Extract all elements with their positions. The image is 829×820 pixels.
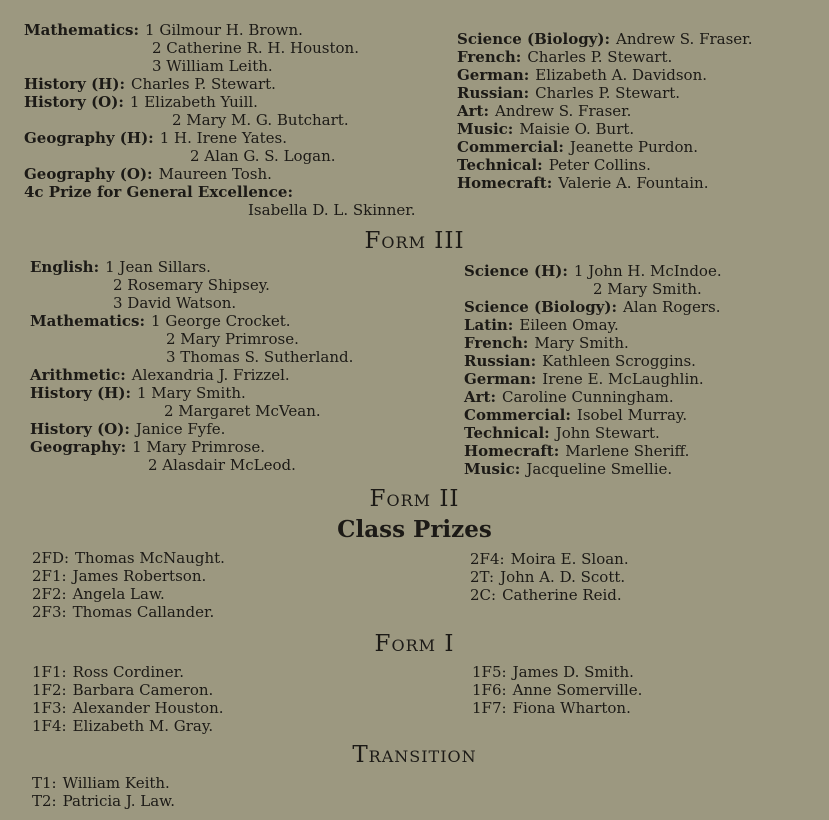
transition-column	[32, 774, 175, 810]
prize-entry: 2 Mary M. G. Butchart.	[172, 111, 349, 129]
prize-entry: Arithmetic: Alexandria J. Frizzel.	[30, 366, 290, 384]
prize-entry: Science (H): 1 John H. McIndoe.	[464, 262, 722, 280]
prize-entry: 2F2: Angela Law.	[32, 585, 165, 603]
form3-left-column	[30, 258, 353, 474]
class-prizes-heading: Class Prizes	[337, 516, 492, 543]
prize-entry: Russian: Kathleen Scroggins.	[464, 352, 696, 370]
prize-entry: 2 Margaret McVean.	[164, 402, 321, 420]
form4c-left-column	[24, 21, 416, 219]
prize-entry: Art: Andrew S. Fraser.	[457, 102, 632, 120]
prize-entry: T2: Patricia J. Law.	[32, 792, 175, 810]
prize-entry: Geography (O): Maureen Tosh.	[24, 165, 272, 183]
prize-entry: Homecraft: Marlene Sheriff.	[464, 442, 690, 460]
form1-right-column	[472, 663, 642, 717]
prize-entry: Mathematics: 1 Gilmour H. Brown.	[24, 21, 303, 39]
prize-entry: 2F3: Thomas Callander.	[32, 603, 215, 621]
prize-entry: Music: Maisie O. Burt.	[457, 120, 635, 138]
prize-entry: Geography: 1 Mary Primrose.	[30, 438, 265, 456]
prize-entry: English: 1 Jean Sillars.	[30, 258, 211, 276]
form3-right-column	[464, 262, 722, 478]
prize-entry: 2 Alan G. S. Logan.	[190, 147, 336, 165]
prize-entry: 1F4: Elizabeth M. Gray.	[32, 717, 214, 735]
prize-entry: Technical: Peter Collins.	[457, 156, 651, 174]
prize-entry: German: Irene E. McLaughlin.	[464, 370, 704, 388]
form2-right-column	[470, 550, 629, 604]
transition-heading: Transition	[352, 742, 477, 768]
prize-entry: 1F2: Barbara Cameron.	[32, 681, 214, 699]
prize-entry: 2FD: Thomas McNaught.	[32, 549, 225, 567]
prize-entry: 2 Alasdair McLeod.	[148, 456, 296, 474]
prize-entry: Latin: Eileen Omay.	[464, 316, 619, 334]
prize-entry: 2 Mary Primrose.	[166, 330, 299, 348]
prize-entry: German: Elizabeth A. Davidson.	[457, 66, 707, 84]
prize-entry: History (H): Charles P. Stewart.	[24, 75, 276, 93]
prize-entry: Geography (H): 1 H. Irene Yates.	[24, 129, 287, 147]
prize-entry: 2F4: Moira E. Sloan.	[470, 550, 629, 568]
form4c-right-column	[457, 30, 752, 192]
prize-entry: Music: Jacqueline Smellie.	[464, 460, 673, 478]
prize-entry: 2F1: James Robertson.	[32, 567, 207, 585]
prize-entry: 3 William Leith.	[152, 57, 273, 75]
prize-entry: 3 David Watson.	[113, 294, 237, 312]
prize-entry: History (H): 1 Mary Smith.	[30, 384, 246, 402]
prize-entry: French: Charles P. Stewart.	[457, 48, 673, 66]
prize-entry: History (O): 1 Elizabeth Yuill.	[24, 93, 258, 111]
prize-entry: 1F1: Ross Cordiner.	[32, 663, 184, 681]
prize-entry: 1F6: Anne Somerville.	[472, 681, 643, 699]
prize-entry: Science (Biology): Alan Rogers.	[464, 298, 721, 316]
prize-entry: Russian: Charles P. Stewart.	[457, 84, 681, 102]
general-excellence-label: 4c Prize for General Excellence:	[24, 183, 293, 201]
prize-entry: 3 Thomas S. Sutherland.	[166, 348, 354, 366]
prize-entry: 1F3: Alexander Houston.	[32, 699, 224, 717]
prize-entry: Technical: John Stewart.	[464, 424, 660, 442]
prize-entry: 1F7: Fiona Wharton.	[472, 699, 631, 717]
form2-heading: Form II	[369, 486, 460, 512]
general-excellence-winner: Isabella D. L. Skinner.	[248, 201, 416, 219]
prize-entry: Commercial: Isobel Murray.	[464, 406, 688, 424]
prize-entry: 2 Catherine R. H. Houston.	[152, 39, 359, 57]
form1-heading: Form I	[374, 631, 455, 657]
prize-entry: History (O): Janice Fyfe.	[30, 420, 226, 438]
prize-entry: 2T: John A. D. Scott.	[470, 568, 626, 586]
prize-entry: 2 Rosemary Shipsey.	[113, 276, 270, 294]
prize-entry: 2C: Catherine Reid.	[470, 586, 622, 604]
prize-entry: T1: William Keith.	[32, 774, 170, 792]
prize-entry: Science (Biology): Andrew S. Fraser.	[457, 30, 753, 48]
prize-entry: Art: Caroline Cunningham.	[464, 388, 674, 406]
form1-left-column	[32, 663, 224, 735]
prize-entry: Homecraft: Valerie A. Fountain.	[457, 174, 709, 192]
form2-left-column	[32, 549, 225, 621]
prize-entry: Commercial: Jeanette Purdon.	[457, 138, 698, 156]
prize-entry: French: Mary Smith.	[464, 334, 629, 352]
prize-entry: 2 Mary Smith.	[593, 280, 702, 298]
prize-entry: Mathematics: 1 George Crocket.	[30, 312, 291, 330]
prize-entry: 1F5: James D. Smith.	[472, 663, 634, 681]
form3-heading: Form III	[364, 228, 465, 254]
